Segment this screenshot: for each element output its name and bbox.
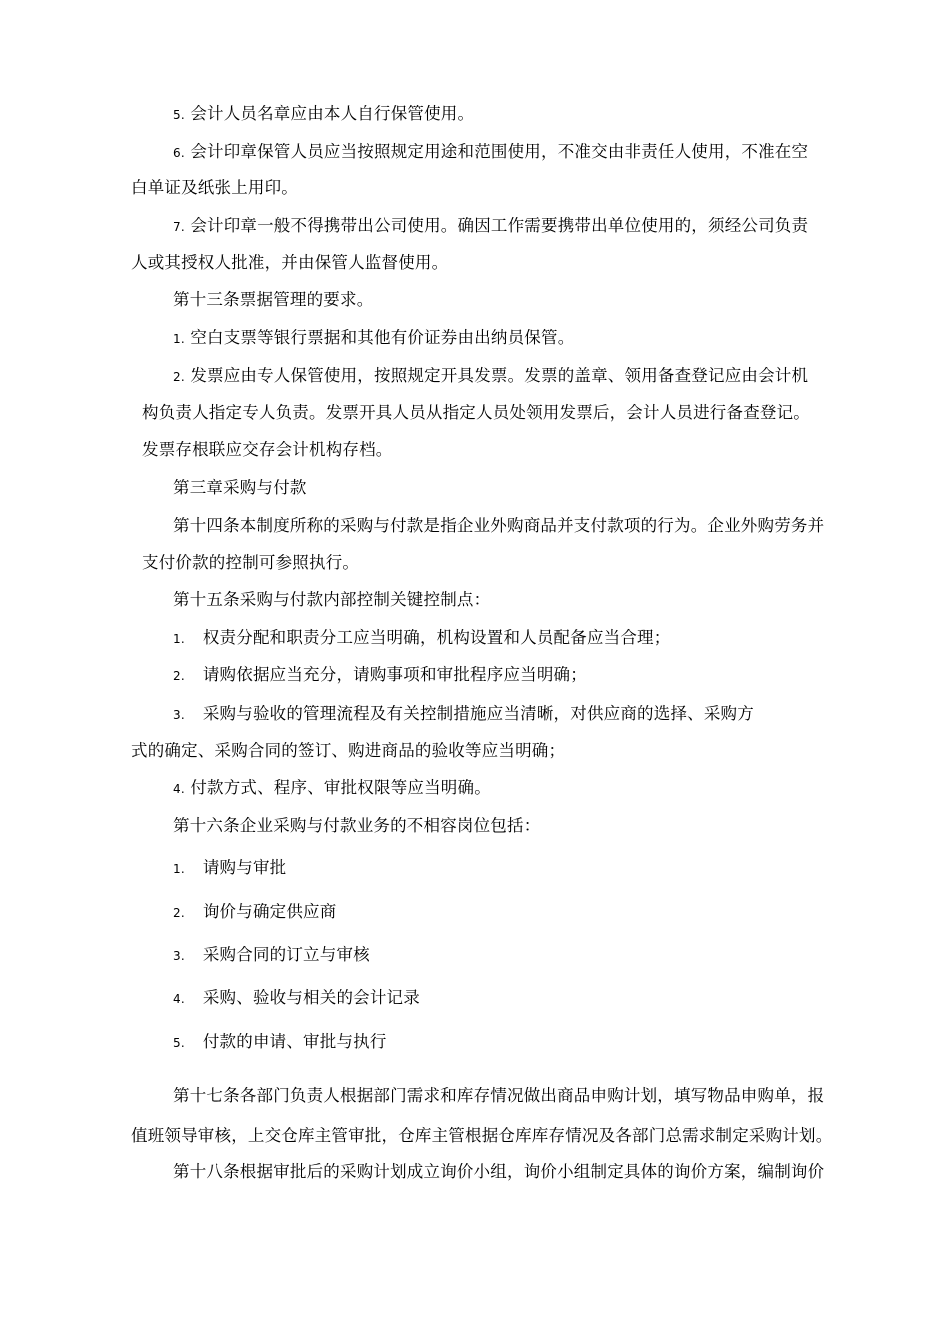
section-heading: 第十五条采购与付款内部控制关键控制点：	[173, 590, 491, 609]
list-item: 4. 采购、验收与相关的会计记录	[173, 988, 420, 1007]
text-line: 值班领导审核，上交仓库主管审批，仓库主管根据仓库库存情况及各部门总需求制定采购计划。	[131, 1126, 833, 1145]
section-heading: 第十三条票据管理的要求。	[173, 290, 374, 309]
text-line: 7. 会计印章一般不得携带出公司使用。确因工作需要携带出单位使用的，须经公司负责	[173, 216, 809, 235]
text-line: 2. 发票应由专人保管使用，按照规定开具发票。发票的盖章、领用备查登记应由会计机	[173, 366, 809, 385]
text-line: 第十八条根据审批后的采购计划成立询价小组，询价小组制定具体的询价方案，编制询价	[173, 1162, 825, 1181]
text-line: 1. 空白支票等银行票据和其他有价证券由出纳员保管。	[173, 328, 575, 347]
text-line: 第十四条本制度所称的采购与付款是指企业外购商品并支付款项的行为。企业外购劳务并	[173, 516, 825, 535]
list-item: 2. 请购依据应当充分，请购事项和审批程序应当明确；	[173, 665, 587, 684]
list-item: 5. 付款的申请、审批与执行	[173, 1032, 387, 1051]
list-item: 3. 采购与验收的管理流程及有关控制措施应当清晰，对供应商的选择、采购方	[173, 704, 754, 723]
list-item: 1. 权责分配和职责分工应当明确，机构设置和人员配备应当合理；	[173, 628, 671, 647]
chapter-heading: 第三章采购与付款	[173, 478, 307, 497]
text-line: 5. 会计人员名章应由本人自行保管使用。	[173, 104, 475, 123]
list-item: 1. 请购与审批	[173, 858, 287, 877]
text-line: 构负责人指定专人负责。发票开具人员从指定人员处领用发票后，会计人员进行备查登记。	[142, 403, 810, 422]
text-line: 白单证及纸张上用印。	[131, 178, 298, 197]
text-line: 6. 会计印章保管人员应当按照规定用途和范围使用，不准交由非责任人使用，不准在空	[173, 142, 809, 161]
text-line: 人或其授权人批准，并由保管人监督使用。	[131, 253, 449, 272]
text-line: 第十七条各部门负责人根据部门需求和库存情况做出商品申购计划，填写物品申购单，报	[173, 1086, 825, 1105]
text-line: 支付价款的控制可参照执行。	[142, 553, 360, 572]
text-line: 发票存根联应交存会计机构存档。	[142, 440, 393, 459]
section-heading: 第十六条企业采购与付款业务的不相容岗位包括：	[173, 816, 541, 835]
list-item: 2. 询价与确定供应商	[173, 902, 337, 921]
list-item: 4. 付款方式、程序、审批权限等应当明确。	[173, 778, 491, 797]
text-line: 式的确定、采购合同的签订、购进商品的验收等应当明确；	[131, 741, 566, 760]
list-item: 3. 采购合同的订立与审核	[173, 945, 370, 964]
